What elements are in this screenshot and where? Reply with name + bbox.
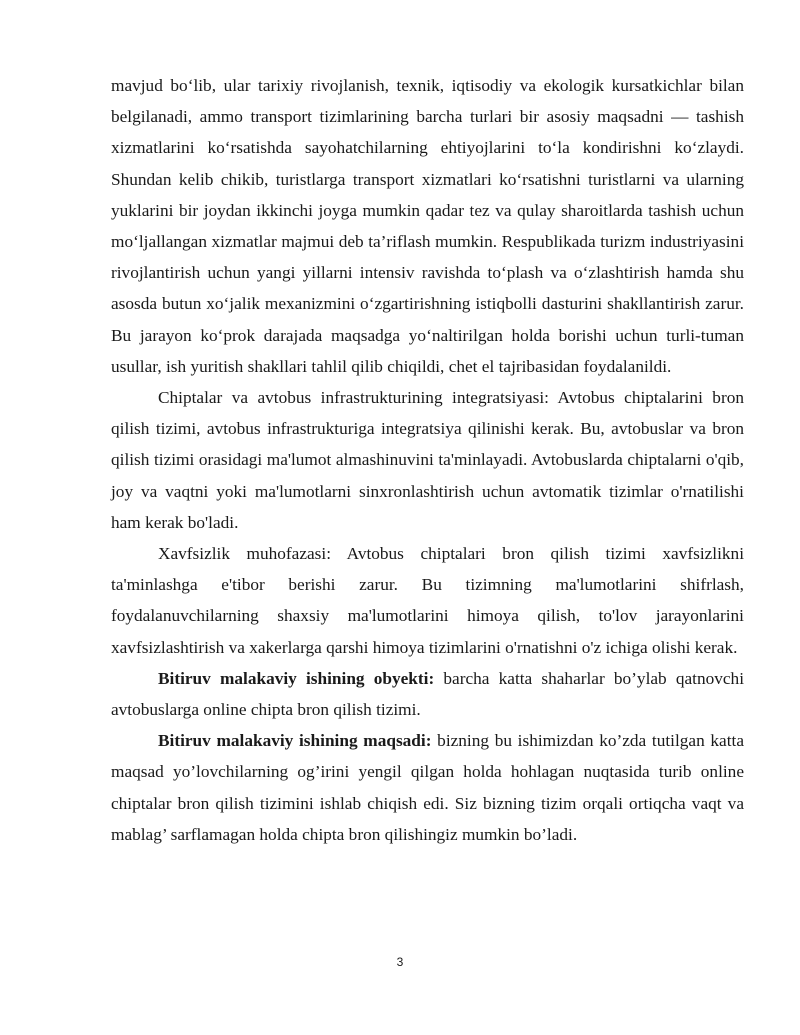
document-page — [111, 70, 744, 850]
object-heading: Bitiruv malakaviy ishining obyekti: — [158, 668, 435, 688]
goal-text: bizning bu ishimizdan ko’zda tutilgan katta maqsad yo’lovchilarning og’irini yengil qilgan holda hohlagan nuqtasida turib online chiptalar bron qilish tizimini ishlab chiqish edi. Siz bizning tizim orqali ortiqcha vaqt va mablag’ sarflamagan holda chipta bron qilishingiz mumkin bo’ladi. — [111, 731, 744, 844]
paragraph-transport-intro: mavjud bo‘lib, ular tarixiy rivojlanish, texnik, iqtisodiy va ekologik kursatkichlar bilan belgilanadi, ammo transport tizimlarining barcha turlari bir asosiy maqsadni — tashish xizmatlarini ko‘rsatishda sayohatchilarning ehtiyojlarini to‘la kondirishni ko‘zlaydi. Shundan kelib chikib, turistlarga transport xizmatlari ko‘rsatishni turistlarni va ularning yuklarini bir joydan ikkinchi joyga mumkin qadar tez va qulay sharoitlarda tashish uchun mo‘ljallangan xizmatlar majmui deb ta’riflash mumkin. Respublikada turizm industriyasini rivojlantirish uchun yangi yillarni intensiv ravishda to‘plash va o‘zlashtirish hamda shu asosda butun xo‘jalik mexanizmini o‘zgartirishning istiqbolli dasturini shakllantirish zarur. Bu jarayon ko‘prok darajada maqsadga yo‘naltirilgan holda borishi uchun turli-tuman usullar, ish yuritish shakllari tahlil qilib chiqildi, chet el tajribasidan foydalanildi. — [111, 76, 744, 376]
page-number: 3 — [396, 955, 404, 969]
goal-heading: Bitiruv malakaviy ishining maqsadi: — [158, 731, 432, 751]
paragraph-goal — [111, 725, 744, 850]
paragraph-integration: Chiptalar va avtobus infrastrukturining integratsiyasi: Avtobus chiptalarini bron qilish tizimi, avtobus infrastrukturiga integratsiya qilinishi kerak. Bu, avtobuslar va bron qilish tizimi orasidagi ma'lumot almashinuvini ta'minlayadi. Avtobuslarda chiptalarni o'qib, joy va vaqtni yoki ma'lumotlarni sinxronlashtirish uchun avtomatik tizimlar o'rnatilishi ham kerak bo'ladi. — [111, 388, 744, 532]
paragraph-security: Xavfsizlik muhofazasi: Avtobus chiptalari bron qilish tizimi xavfsizlikni ta'minlashga e'tibor berishi zarur. Bu tizimning ma'lumotlarini shifrlash, foydalanuvchilarning shaxsiy ma'lumotlarini himoya qilish, to'lov jarayonlarini xavfsizlashtirish va xakerlarga qarshi himoya tizimlarini o'rnatishni o'z ichiga olishi kerak. — [111, 544, 744, 657]
object-text: barcha katta shaharlar bo’ylab qatnovchi avtobuslarga online chipta bron qilish tizimi. — [111, 668, 744, 720]
paragraph-object — [111, 663, 744, 725]
